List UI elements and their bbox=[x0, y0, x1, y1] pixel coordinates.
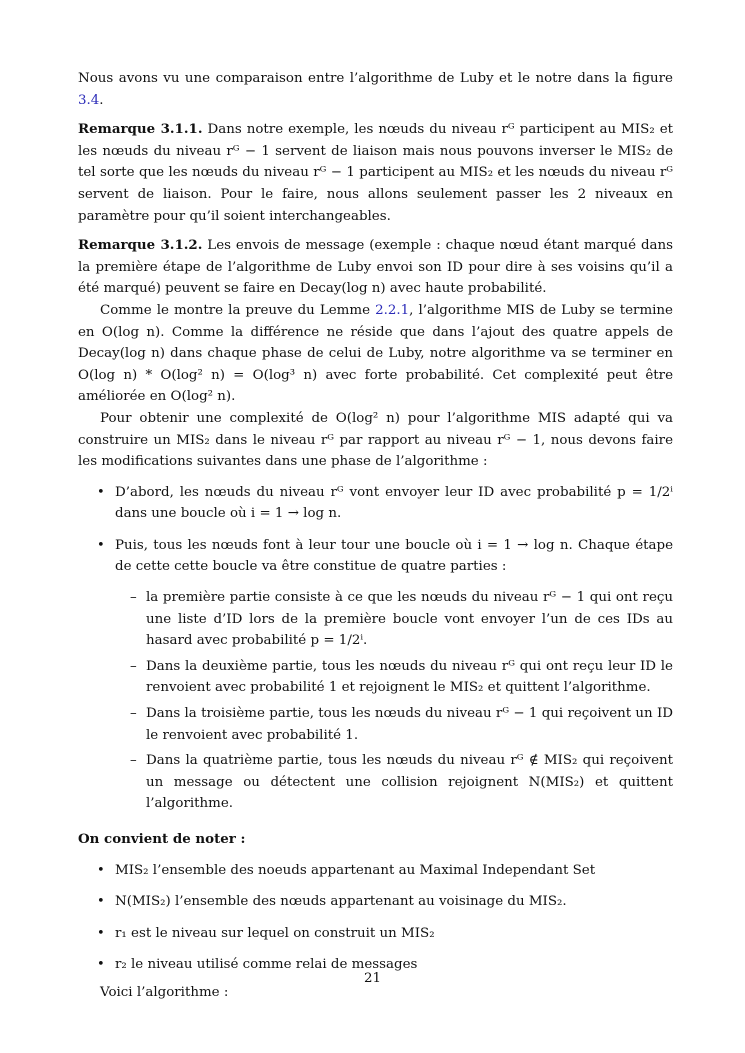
list-item: • r₂ le niveau utilisé comme relai de messages bbox=[115, 954, 673, 976]
page-number: 21 bbox=[363, 971, 382, 986]
steps-list bbox=[78, 482, 673, 815]
closing-line: Voici l’algorithme : bbox=[100, 984, 229, 1000]
remark-3-1-2: Remarque 3.1.2. Les envois de message (exemple : chaque nœud étant marqué dans la première étape de l’algorithme de Luby envoi son ID pour dire à ses voisins qu’il a été marqué) peuvent se faire en Decay(log n) avec haute probabilité. bbox=[78, 237, 673, 297]
complexity-paragraph: Comme le montre la preuve du Lemme 2.2.1, l’algorithme MIS de Luby se termine en O(log n). Comme la différence ne réside que dans l’ajout des quatre appels de Decay(log n) dans chaque phase de celui de Luby, notre algorithme va se terminer en O(log n) * O(log² n) = O(log³ n) avec forte probabilité. Cet complexité peut être améliorée en O(log² n). bbox=[78, 302, 673, 405]
lemma-link[interactable]: 2.2.1 bbox=[375, 302, 410, 318]
list-item: – Dans la troisième partie, tous les nœuds du niveau rᴳ − 1 qui reçoivent un ID le renvoient avec probabilité 1. bbox=[146, 703, 673, 746]
list-item: • r₁ est le niveau sur lequel on construit un MIS₂ bbox=[115, 923, 673, 945]
remark-label: Remarque 3.1.2. bbox=[78, 237, 203, 254]
list-item: • Puis, tous les nœuds font à leur tour une boucle où i = 1 → log n. Chaque étape de cette cette boucle va être constitue de quatre parties : – la première partie consiste à ce que les nœuds du niveau rᴳ − 1 qui ont reçu une liste d’ID lors de la première boucle vont envoyer l’un de ces IDs au hasard avec probabilité p = 1/2ⁱ. – Dans la deuxième partie, tous les nœuds du niveau rᴳ qui ont reçu leur ID le renvoient avec probabilité 1 et rejoignent le MIS₂ et quittent l’algorithme. – Dans la troisième partie, tous les nœuds du niveau rᴳ − 1 qui reçoivent un ID le renvoient avec probabilité 1. – Dans la quatrième partie, tous les nœuds du niveau rᴳ ∉ MIS₂ qui reçoivent un message ou détectent une collision rejoignent N(MIS₂) et quittent l’algorithme. bbox=[115, 535, 673, 815]
list-item: – Dans la deuxième partie, tous les nœuds du niveau rᴳ qui ont reçu leur ID le renvoient avec probabilité 1 et rejoignent le MIS₂ et quittent l’algorithme. bbox=[146, 656, 673, 699]
list-item: • D’abord, les nœuds du niveau rᴳ vont envoyer leur ID avec probabilité p = 1/2ⁱ dans une boucle où i = 1 → log n. bbox=[115, 482, 673, 525]
remark-label: Remarque 3.1.1. bbox=[78, 121, 203, 138]
list-item: • N(MIS₂) l’ensemble des nœuds appartenant au voisinage du MIS₂. bbox=[115, 891, 673, 913]
intro-paragraph: Nous avons vu une comparaison entre l’algorithme de Luby et le notre dans la figure 3.4. bbox=[78, 71, 673, 108]
modifications-paragraph: Pour obtenir une complexité de O(log² n) pour l’algorithme MIS adapté qui va construire un MIS₂ dans le niveau rᴳ par rapport au niveau rᴳ − 1, nous devons faire les modifications suivantes dans une phase de l’algorithme : bbox=[78, 410, 673, 470]
sub-steps-list bbox=[115, 587, 673, 815]
figure-link[interactable]: 3.4 bbox=[78, 92, 100, 108]
list-item: • MIS₂ l’ensemble des noeuds appartenant au Maximal Independant Set bbox=[115, 860, 673, 882]
list-item: – la première partie consiste à ce que les nœuds du niveau rᴳ − 1 qui ont reçu une liste d’ID lors de la première boucle vont envoyer l’un de ces IDs au hasard avec probabilité p = 1/2ⁱ. bbox=[146, 587, 673, 652]
notation-list bbox=[78, 860, 673, 976]
notation-heading: On convient de noter : bbox=[78, 831, 246, 847]
list-item: – Dans la quatrième partie, tous les nœuds du niveau rᴳ ∉ MIS₂ qui reçoivent un message ou détectent une collision rejoignent N(MIS₂) et quittent l’algorithme. bbox=[146, 750, 673, 815]
page-body bbox=[78, 68, 673, 1004]
remark-3-1-1: Remarque 3.1.1. Dans notre exemple, les nœuds du niveau rᴳ participent au MIS₂ et les nœuds du niveau rᴳ − 1 servent de liaison mais nous pouvons inverser le MIS₂ de tel sorte que les nœuds du niveau rᴳ − 1 participent au MIS₂ et les nœuds du niveau rᴳ servent de liaison. Pour le faire, nous allons seulement passer les 2 niveaux en paramètre pour qu’il soient interchangeables. bbox=[78, 121, 673, 224]
